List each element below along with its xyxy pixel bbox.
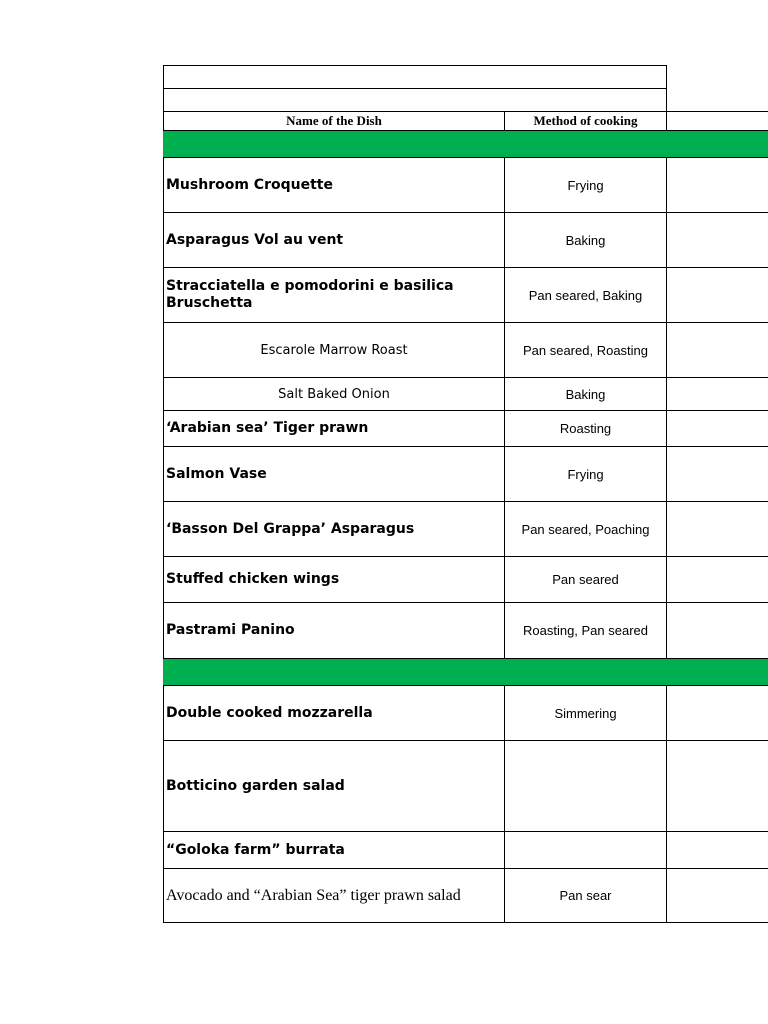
cooking-method: Pan seared — [504, 557, 667, 602]
header-dish-name: Name of the Dish — [163, 112, 504, 130]
table-row — [163, 378, 768, 411]
cooking-method: Baking — [504, 213, 667, 267]
dish-name: Pastrami Panino — [163, 603, 504, 658]
dish-name: Salt Baked Onion — [163, 378, 504, 410]
cooking-method: Frying — [504, 158, 667, 212]
header-cooking-method: Method of cooking — [504, 112, 667, 130]
table-row — [163, 603, 768, 658]
table-row — [163, 268, 768, 323]
dish-name: “Goloka farm” burrata — [163, 832, 504, 868]
dish-name: Double cooked mozzarella — [163, 686, 504, 740]
table-row — [163, 323, 768, 378]
dish-name: Stracciatella e pomodorini e basilica Bruschetta — [163, 268, 504, 322]
table-row — [163, 741, 768, 832]
cooking-method — [504, 741, 667, 831]
blank-row — [163, 65, 667, 88]
table-row — [163, 557, 768, 603]
table-row — [163, 158, 768, 213]
table-row — [163, 411, 768, 447]
blank-row — [163, 88, 667, 111]
dish-name: Mushroom Croquette — [163, 158, 504, 212]
cooking-method: Baking — [504, 378, 667, 410]
cooking-method: Pan seared, Poaching — [504, 502, 667, 556]
menu-table — [163, 65, 768, 923]
table-row — [163, 502, 768, 557]
cooking-method: Frying — [504, 447, 667, 501]
table-row — [163, 447, 768, 502]
cooking-method — [504, 832, 667, 868]
dish-name: Avocado and “Arabian Sea” tiger prawn salad — [163, 869, 504, 922]
table-row — [163, 213, 768, 268]
cooking-method: Pan sear — [504, 869, 667, 922]
cooking-method: Pan seared, Roasting — [504, 323, 667, 377]
table-row — [163, 869, 768, 923]
dish-name: Asparagus Vol au vent — [163, 213, 504, 267]
table-row — [163, 832, 768, 869]
dish-name: Salmon Vase — [163, 447, 504, 501]
section-band — [163, 658, 768, 686]
cooking-method: Roasting, Pan seared — [504, 603, 667, 658]
cooking-method: Simmering — [504, 686, 667, 740]
cooking-method: Pan seared, Baking — [504, 268, 667, 322]
table-header — [163, 111, 768, 130]
dish-name: Escarole Marrow Roast — [163, 323, 504, 377]
dish-name: ‘Arabian sea’ Tiger prawn — [163, 411, 504, 446]
cooking-method: Roasting — [504, 411, 667, 446]
dish-name: ‘Basson Del Grappa’ Asparagus — [163, 502, 504, 556]
dish-name: Botticino garden salad — [163, 741, 504, 831]
section-band — [163, 130, 768, 158]
dish-name: Stuffed chicken wings — [163, 557, 504, 602]
table-row — [163, 686, 768, 741]
